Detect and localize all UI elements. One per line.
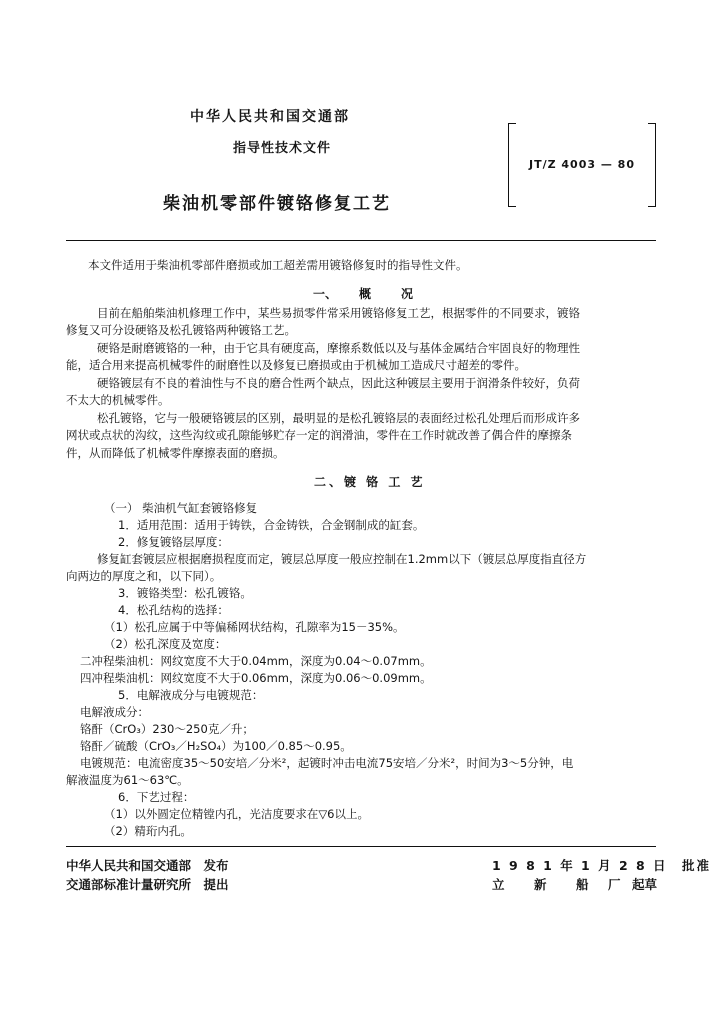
section2-heading: 二、镀 铬 工 艺 (314, 475, 426, 489)
s1-line-9: 件，从而降低了机械零件摩擦表面的磨损。 (66, 446, 285, 460)
s1-line-4: 能，适合用来提高机械零件的耐磨性以及修复已磨损或由于机械加工造成尺寸超差的零件。 (66, 358, 526, 372)
s2-line-3: 2．修复镀铬层厚度： (118, 535, 229, 549)
s2-line-5: 向两边的厚度之和，以下同）。 (66, 569, 222, 583)
footer-drafter-char-1: 立 (492, 877, 505, 892)
top-rule (66, 240, 656, 241)
document-type: 指导性技术文件 (233, 141, 332, 156)
footer-drafter-char-5: 起草 (632, 877, 658, 892)
footer-drafter (492, 875, 662, 891)
s2-line-10: 二冲程柴油机：网纹宽度不大于0.04mm，深度为0.04～0.07mm。 (80, 654, 432, 668)
section1-heading-char-b: 况 (401, 287, 414, 301)
footer-proposer: 交通部标准计量研究所 提出 (66, 877, 229, 892)
s1-line-2: 修复又可分设硬铬及松孔镀铬两种镀铬工艺。 (66, 323, 296, 337)
section1-heading (313, 285, 413, 302)
footer-drafter-char-2: 新 (534, 877, 547, 892)
standard-code: JT/Z 4003 — 80 (528, 158, 635, 171)
s2-line-18: 6．下艺过程： (118, 790, 195, 804)
s2-line-12: 5．电解液成分与电镀规范： (118, 688, 264, 702)
s2-line-19: （1）以外圆定位精镗内孔，光洁度要求在▽6以上。 (104, 807, 369, 821)
document-title: 柴油机零部件镀铬修复工艺 (163, 194, 391, 214)
s1-line-3: 硬铬是耐磨镀铬的一种，由于它具有硬度高，摩擦系数低以及与基体金属结合牢固良好的物理性 (97, 341, 580, 355)
s2-line-11: 四冲程柴油机：网纹宽度不大于0.06mm，深度为0.06～0.09mm。 (80, 671, 432, 685)
s2-line-9: （2）松孔深度及宽度： (104, 637, 227, 651)
s2-line-17: 解液温度为61～63℃。 (66, 773, 189, 787)
s2-line-16: 电镀规范：电流密度35～50安培／分米²，起镀时冲击电流75安培／分米²，时间为3～5分钟，电 (80, 756, 574, 770)
scope-statement: 本文件适用于柴油机零部件磨损或加工超差需用镀铬修复时的指导性文件。 (88, 258, 468, 272)
issuing-organization: 中华人民共和国交通部 (190, 109, 350, 125)
s2-line-4: 修复缸套镀层应根据磨损程度而定，镀层总厚度一般应控制在1.2mm以下（镀层总厚度指直径方 (97, 552, 587, 566)
s2-line-6: 3．镀铬类型：松孔镀铬。 (118, 586, 252, 600)
section1-heading-char-a: 概 (359, 287, 372, 301)
s2-line-8: （1）松孔应属于中等偏稀网状结构，孔隙率为15－35%。 (104, 620, 405, 634)
standard-code-box (508, 123, 656, 207)
s1-line-7: 松孔镀铬，它与一般硬铬镀层的区别，最明显的是松孔镀铬层的表面经过松孔处理后而形成许多 (97, 411, 580, 425)
s2-line-7: 4．松孔结构的选择： (118, 603, 229, 617)
s1-line-8: 网状或点状的沟纹，这些沟纹或孔隙能够贮存一定的润滑油，零件在工作时就改善了偶合件的摩擦条 (66, 428, 572, 442)
footer-drafter-char-3: 船 (576, 877, 589, 892)
section1-number: 一、 (313, 287, 338, 301)
s2-line-20: （2）精珩内孔。 (104, 824, 192, 838)
s2-line-1: （一） 柴油机气缸套镀铬修复 (104, 501, 258, 515)
footer-issuer: 中华人民共和国交通部 发布 (66, 858, 229, 873)
s2-line-2: 1．适用范围：适用于铸铁，合金铸铁，合金钢制成的缸套。 (118, 518, 425, 532)
footer-approval-date: 1 9 8 1 年 1 月 2 8 日 批准 (492, 858, 712, 873)
s1-line-1: 目前在船舶柴油机修理工作中，某些易损零件常采用镀铬修复工艺，根据零件的不同要求，镀铬 (97, 306, 580, 320)
s2-line-13: 电解液成分： (80, 705, 149, 719)
bottom-rule (66, 846, 656, 847)
s1-line-6: 不太大的机械零件。 (66, 393, 170, 407)
s2-line-14: 铬酐（CrO₃）230～250克／升； (80, 722, 254, 736)
footer-drafter-char-4: 厂 (608, 877, 621, 892)
s1-line-5: 硬铬镀层有不良的着油性与不良的磨合性两个缺点，因此这种镀层主要用于润滑条件较好，负荷 (97, 376, 580, 390)
s2-line-15: 铬酐／硫酸（CrO₃／H₂SO₄）为100／0.85～0.95。 (80, 739, 352, 753)
